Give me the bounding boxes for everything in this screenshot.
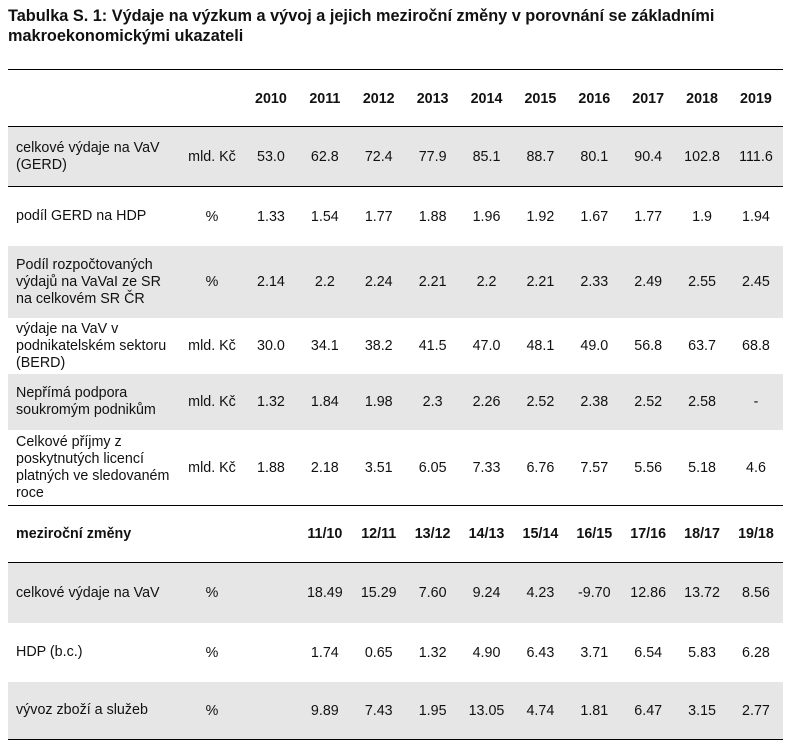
period-header: 13/12 <box>414 526 451 542</box>
row-value: 9.24 <box>472 585 501 601</box>
table-row-gerd <box>8 127 783 187</box>
period-header: 14/13 <box>468 526 505 542</box>
row-unit: % <box>205 585 219 601</box>
row-value: 2.52 <box>634 394 663 410</box>
row-value: 1.81 <box>580 702 609 719</box>
row-value: 2.38 <box>580 394 609 410</box>
row-value: 4.6 <box>746 459 766 476</box>
row-value: 68.8 <box>742 338 770 354</box>
row-unit: mld. Kč <box>188 394 236 410</box>
row-value: 1.9 <box>692 208 712 225</box>
change-row-gerd <box>8 563 783 623</box>
row-value: 77.9 <box>418 148 447 165</box>
row-label: Nepřímá podpora soukromým podnikům <box>16 385 156 418</box>
change-row-hdp <box>8 623 783 682</box>
row-value: 56.8 <box>634 338 663 354</box>
row-value: 1.33 <box>257 208 285 225</box>
row-value: 34.1 <box>310 338 339 354</box>
row-value: 1.74 <box>310 644 339 661</box>
period-header: 12/11 <box>361 526 397 542</box>
row-value: 1.32 <box>418 644 447 661</box>
row-value: 2.24 <box>364 274 393 290</box>
row-value: 53.0 <box>257 148 285 165</box>
changes-header-row <box>8 506 783 563</box>
row-value: - <box>753 394 759 410</box>
row-value: 111.6 <box>739 148 773 165</box>
row-value: 1.84 <box>310 394 339 410</box>
table-title: Tabulka S. 1: Výdaje na výzkum a vývoj a jejich meziroční změny v porovnání se základními makroekonomickými ukazateli <box>8 7 715 45</box>
row-unit: mld. Kč <box>188 459 236 476</box>
row-value: 5.83 <box>688 644 716 661</box>
changes-section-label: meziroční změny <box>16 525 132 542</box>
row-value: 5.56 <box>634 459 663 476</box>
period-header: 17/16 <box>630 526 667 542</box>
row-value: 1.95 <box>418 702 447 719</box>
row-unit: % <box>205 208 219 225</box>
table-row-licences <box>8 430 783 506</box>
row-value: 4.90 <box>472 644 501 661</box>
row-value: 72.4 <box>364 148 393 165</box>
row-label: celkové výdaje na VaV <box>16 584 160 601</box>
row-value: 2.3 <box>422 394 443 410</box>
row-value: 38.2 <box>364 338 393 354</box>
row-unit: % <box>205 644 219 661</box>
year-header: 2016 <box>578 91 611 107</box>
year-header: 2017 <box>632 91 665 107</box>
row-value: 4.74 <box>526 702 555 719</box>
row-value: 2.33 <box>580 274 609 290</box>
year-header: 2018 <box>686 91 718 107</box>
row-value: 2.2 <box>476 274 497 290</box>
row-value: 2.18 <box>310 459 339 476</box>
change-row-exports <box>8 682 783 740</box>
row-value: 13.72 <box>684 585 720 601</box>
table-row-indirect-support <box>8 374 783 430</box>
row-value: 90.4 <box>634 148 663 165</box>
period-header: 15/14 <box>522 526 559 542</box>
year-header: 2014 <box>470 91 503 107</box>
row-value: 63.7 <box>688 338 716 354</box>
row-unit: % <box>205 274 219 290</box>
row-value: 0.65 <box>364 644 393 661</box>
period-header: 18/17 <box>684 526 720 542</box>
year-header: 2011 <box>309 91 341 107</box>
row-value: 2.21 <box>526 274 555 290</box>
row-value: 1.67 <box>580 208 609 225</box>
row-value: 5.18 <box>688 459 716 476</box>
row-value: 1.77 <box>364 208 393 225</box>
row-value: 2.77 <box>742 702 770 719</box>
row-label: celkové výdaje na VaV (GERD) <box>16 139 160 173</box>
row-value: 7.33 <box>472 459 501 476</box>
row-value: 3.71 <box>580 644 609 661</box>
row-value: 2.14 <box>257 274 285 290</box>
row-label: Podíl rozpočtovaných výdajů na VaVaI ze SR na celkovém SR ČR <box>16 256 161 307</box>
table-row-gerd-share <box>8 187 783 246</box>
row-value: 49.0 <box>580 338 609 354</box>
row-value: 47.0 <box>472 338 501 354</box>
row-label: vývoz zboží a služeb <box>16 702 148 718</box>
data-table <box>8 69 783 740</box>
row-label: Celkové příjmy z poskytnutých licencí platných ve sledovaném roce <box>16 433 170 501</box>
row-value: 2.21 <box>418 274 447 290</box>
row-value: 1.88 <box>418 208 447 225</box>
row-value: 7.43 <box>364 702 393 719</box>
row-unit: mld. Kč <box>188 338 236 354</box>
row-value: 2.52 <box>526 394 555 410</box>
row-value: 88.7 <box>526 148 555 165</box>
row-value: 2.49 <box>634 274 663 290</box>
row-label: HDP (b.c.) <box>16 644 83 660</box>
period-header: 19/18 <box>738 526 774 542</box>
period-header: 11/10 <box>307 526 343 542</box>
row-value: 1.98 <box>364 394 393 410</box>
row-value: 1.96 <box>472 208 501 225</box>
row-value: 85.1 <box>472 148 501 165</box>
row-value: 8.56 <box>742 585 770 601</box>
year-header: 2013 <box>416 91 449 107</box>
row-value: 2.58 <box>688 394 716 410</box>
year-header: 2012 <box>362 91 395 107</box>
row-value: 18.49 <box>306 585 343 601</box>
row-value: 7.57 <box>580 459 609 476</box>
row-value: 6.47 <box>634 702 663 719</box>
row-value: 62.8 <box>310 148 339 165</box>
row-value: 41.5 <box>418 338 447 354</box>
year-header: 2010 <box>255 91 287 107</box>
row-value: 1.77 <box>634 208 663 225</box>
row-value: 9.89 <box>310 702 339 719</box>
row-unit: % <box>205 702 219 719</box>
period-header: 16/15 <box>576 526 613 542</box>
row-value: 1.92 <box>526 208 555 225</box>
row-value: 1.54 <box>310 208 339 225</box>
row-value: 1.32 <box>257 394 285 410</box>
row-value: 6.54 <box>634 644 663 661</box>
row-value: 6.76 <box>526 459 555 476</box>
row-value: 6.28 <box>742 644 770 661</box>
row-value: 2.45 <box>742 274 770 290</box>
row-value: 15.29 <box>360 585 397 601</box>
table-row-berd <box>8 318 783 374</box>
row-value: 4.23 <box>526 585 555 601</box>
row-value: 6.43 <box>526 644 555 661</box>
row-value: 102.8 <box>684 148 720 165</box>
row-value: -9.70 <box>577 585 611 601</box>
row-value: 30.0 <box>257 338 285 354</box>
row-value: 13.05 <box>468 702 505 719</box>
year-header: 2015 <box>524 91 557 107</box>
row-value: 2.2 <box>314 274 335 290</box>
row-value: 3.51 <box>364 459 393 476</box>
row-unit: mld. Kč <box>188 148 236 165</box>
row-value: 12.86 <box>630 585 667 601</box>
row-label: podíl GERD na HDP <box>16 208 147 224</box>
row-value: 80.1 <box>580 148 609 165</box>
row-value: 48.1 <box>526 338 555 354</box>
year-header-row <box>8 70 783 127</box>
row-value: 7.60 <box>418 585 447 601</box>
row-value: 1.94 <box>742 208 770 225</box>
row-value: 2.55 <box>688 274 716 290</box>
row-value: 2.26 <box>472 394 501 410</box>
row-value: 3.15 <box>688 702 716 719</box>
year-header: 2019 <box>740 91 772 107</box>
row-value: 1.88 <box>257 459 285 476</box>
row-label: výdaje na VaV v podnikatelském sektoru (BERD) <box>16 320 167 371</box>
table-row-budget-share <box>8 246 783 318</box>
row-value: 6.05 <box>418 459 447 476</box>
